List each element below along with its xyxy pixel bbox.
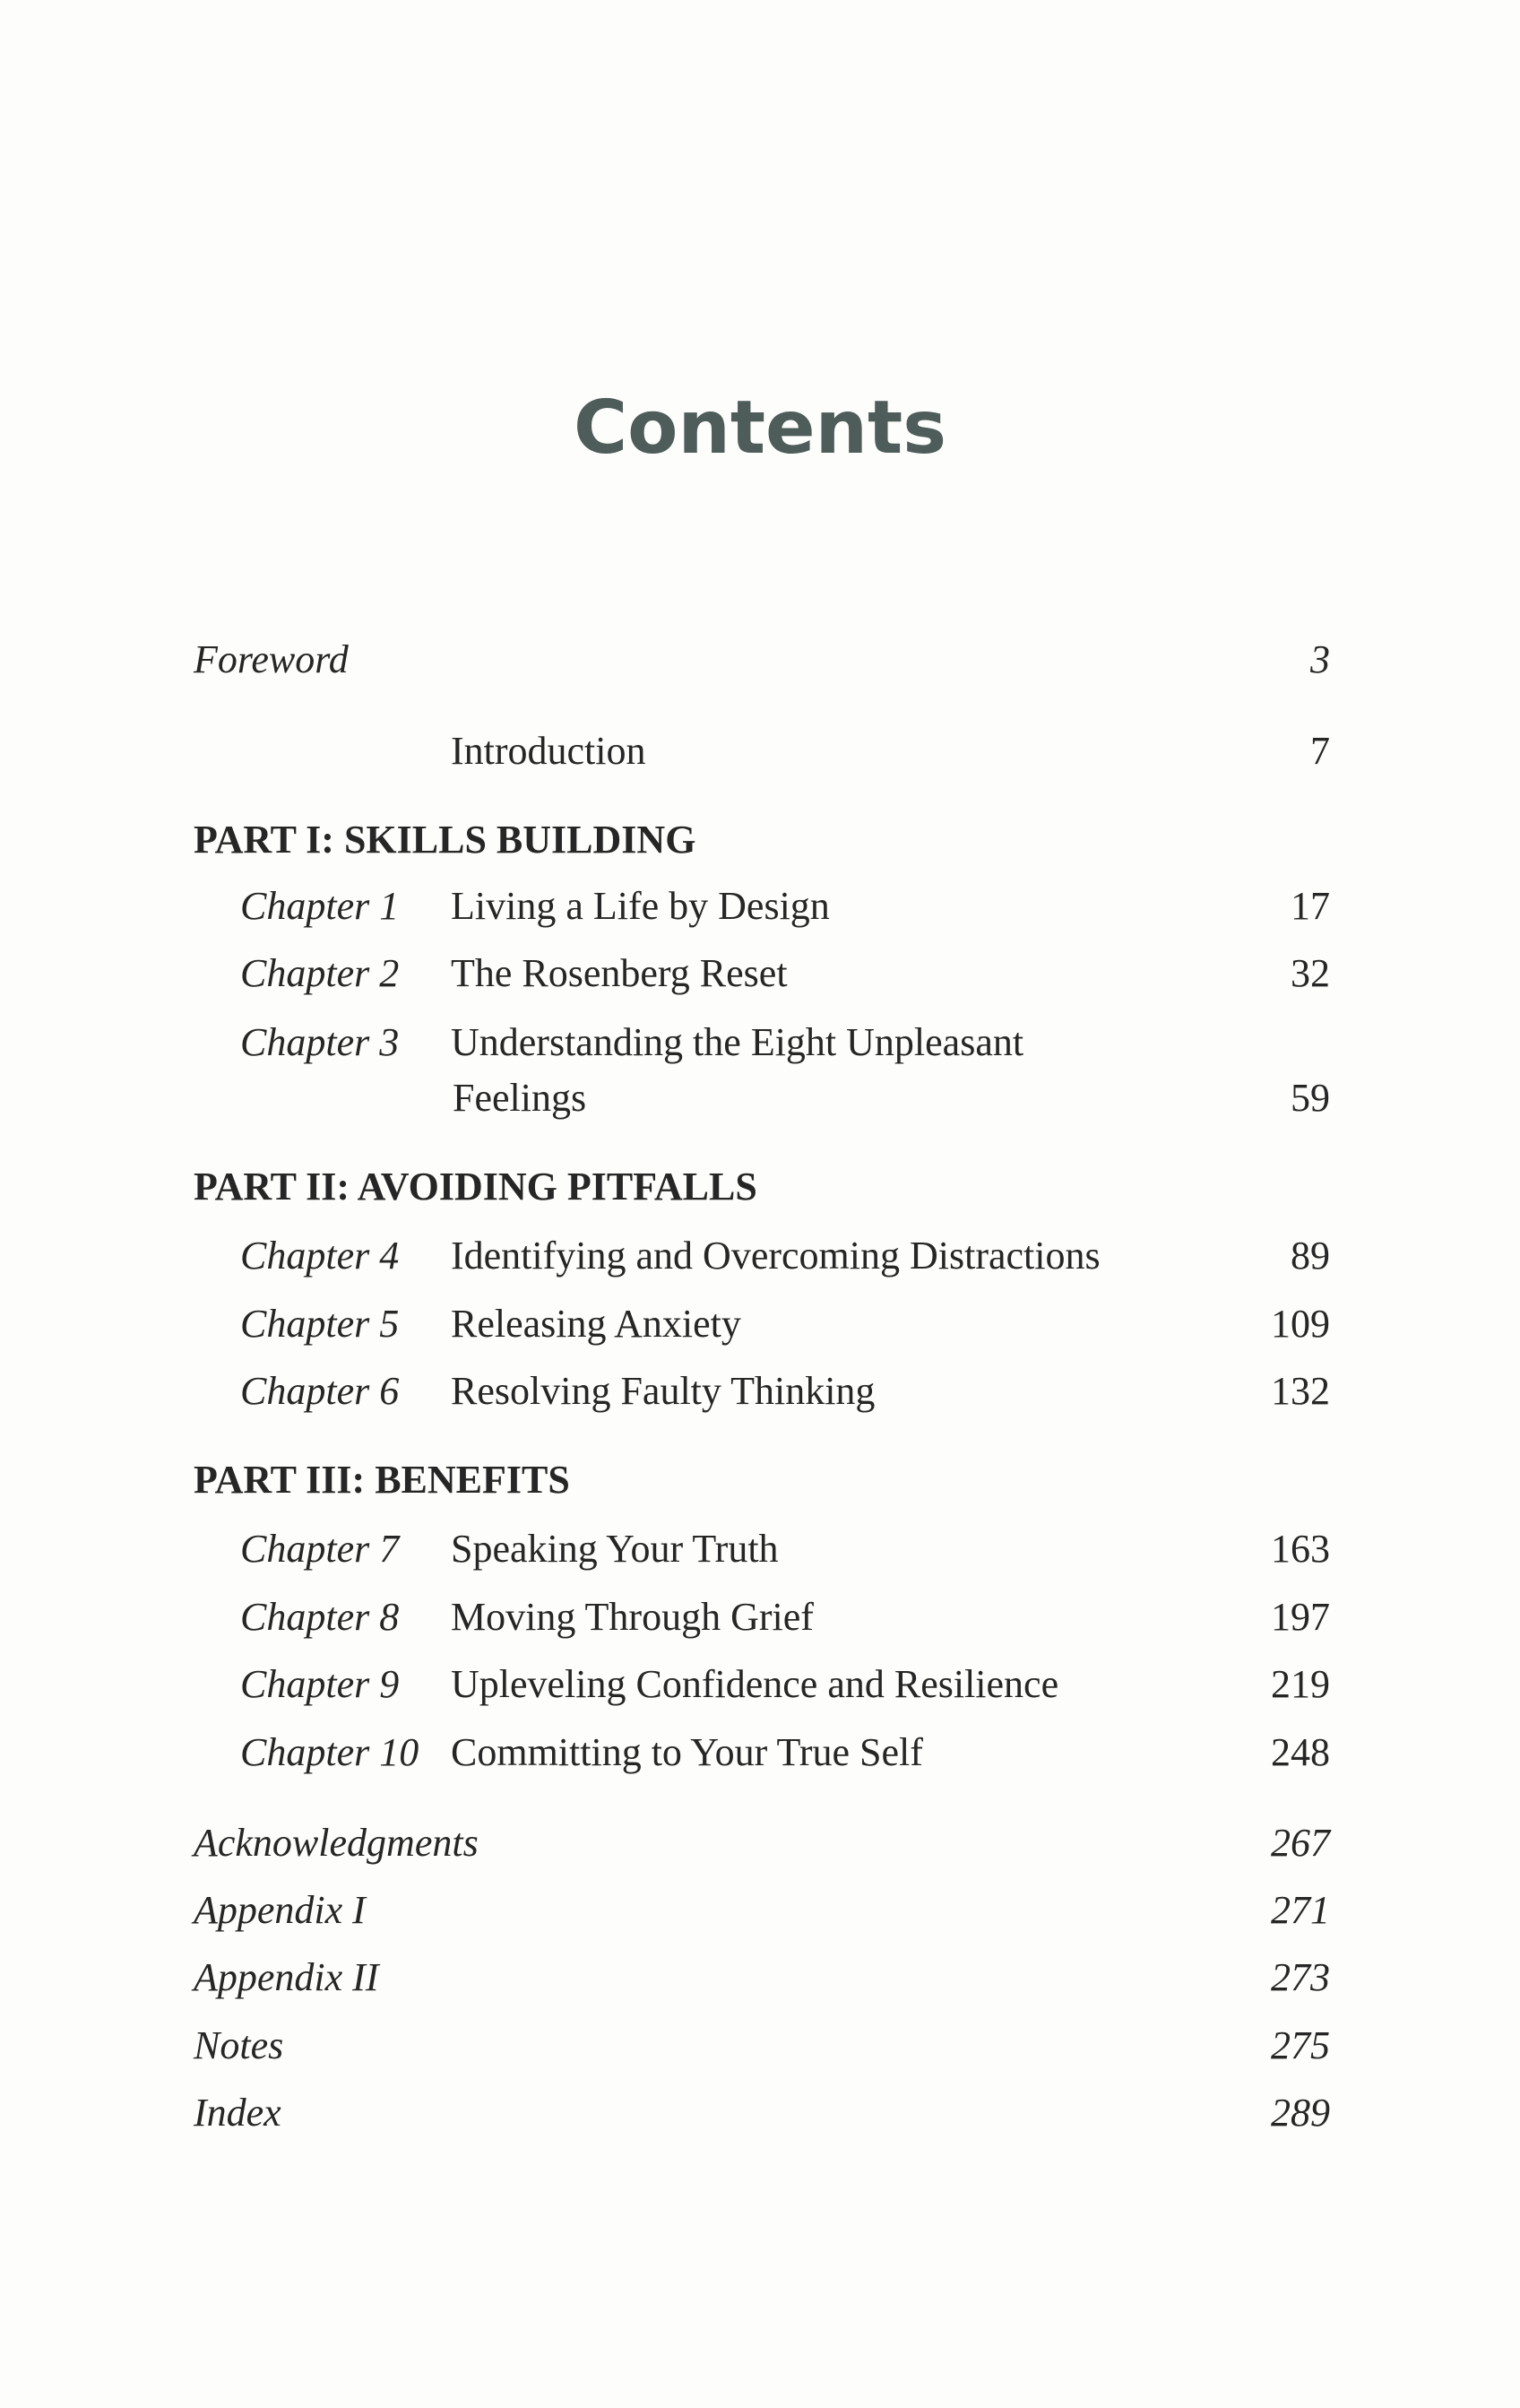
part-heading-2 [0,1160,1520,1214]
chapter-label: Chapter 1 [240,884,400,928]
toc-entry-chapter-8[interactable] [0,1590,1520,1644]
chapter-page: 17 [1291,884,1330,928]
entry-label: Appendix II [194,1955,379,1999]
chapter-label: Chapter 6 [240,1369,400,1413]
part-title: PART II: AVOIDING PITFALLS [194,1165,757,1208]
toc-entry-chapter-2[interactable] [0,947,1520,1000]
toc-entry-chapter-1[interactable] [0,879,1520,933]
entry-page: 273 [1271,1955,1330,1999]
chapter-label: Chapter 9 [240,1662,400,1706]
chapter-label: Chapter 4 [240,1234,400,1278]
toc-entry-introduction[interactable] [0,724,1520,778]
toc-entry-chapter-4[interactable] [0,1229,1520,1283]
toc-entry-chapter-5[interactable] [0,1297,1520,1351]
toc-entry-foreword[interactable] [0,633,1520,687]
chapter-title: Moving Through Grief [451,1595,814,1639]
chapter-page: 32 [1291,951,1330,995]
entry-label: Notes [194,2023,284,2067]
chapter-title: Understanding the Eight Unpleasant [451,1020,1024,1064]
part-heading-1 [0,813,1520,867]
entry-label: Foreword [194,637,349,681]
chapter-title-continued: Feelings [453,1076,587,1120]
chapter-title: Speaking Your Truth [451,1527,779,1571]
toc-entry-acknowledgments[interactable] [0,1816,1520,1870]
toc-entry-appendix-2[interactable] [0,1951,1520,2005]
entry-page: 289 [1271,2091,1330,2135]
chapter-page: 132 [1271,1369,1330,1413]
toc-entry-chapter-3[interactable] [0,1016,1520,1070]
part-title: PART I: SKILLS BUILDING [194,818,696,862]
toc-entry-appendix-1[interactable] [0,1884,1520,1937]
chapter-page: 163 [1271,1527,1330,1571]
chapter-title: Living a Life by Design [451,884,830,928]
toc-entry-chapter-10[interactable] [0,1726,1520,1780]
chapter-page: 248 [1271,1730,1330,1774]
entry-page: 271 [1271,1888,1330,1932]
toc-entry-chapter-6[interactable] [0,1364,1520,1418]
toc-entry-index[interactable] [0,2086,1520,2140]
part-title: PART III: BENEFITS [194,1458,570,1502]
entry-label: Index [194,2091,281,2135]
toc-entry-chapter-7[interactable] [0,1522,1520,1576]
chapter-label: Chapter 8 [240,1595,400,1639]
entry-page: 275 [1271,2023,1330,2067]
part-heading-3 [0,1453,1520,1507]
entry-label: Acknowledgments [194,1821,479,1865]
entry-title: Introduction [451,729,646,773]
chapter-page: 197 [1271,1595,1330,1639]
chapter-label: Chapter 3 [240,1020,400,1064]
chapter-page: 89 [1291,1234,1330,1278]
chapter-title: Upleveling Confidence and Resilience [451,1662,1059,1706]
chapter-label: Chapter 2 [240,951,400,995]
toc-entry-chapter-9[interactable] [0,1658,1520,1711]
chapter-title: Resolving Faulty Thinking [451,1369,876,1413]
chapter-label: Chapter 5 [240,1302,400,1346]
chapter-title: The Rosenberg Reset [451,951,788,995]
chapter-page: 109 [1271,1302,1330,1346]
entry-page: 7 [1310,729,1330,773]
chapter-title: Releasing Anxiety [451,1302,741,1346]
toc-entry-chapter-3-cont[interactable] [0,1071,1520,1125]
page-title: Contents [573,385,947,471]
chapter-page: 219 [1271,1662,1330,1706]
chapter-title: Committing to Your True Self [451,1730,923,1774]
chapter-label: Chapter 10 [240,1730,419,1774]
entry-page: 3 [1310,637,1330,681]
chapter-label: Chapter 7 [240,1527,400,1571]
chapter-page: 59 [1291,1076,1330,1120]
toc-entry-notes[interactable] [0,2019,1520,2073]
entry-label: Appendix I [194,1888,366,1932]
chapter-title: Identifying and Overcoming Distractions [451,1234,1101,1278]
entry-page: 267 [1271,1821,1330,1865]
